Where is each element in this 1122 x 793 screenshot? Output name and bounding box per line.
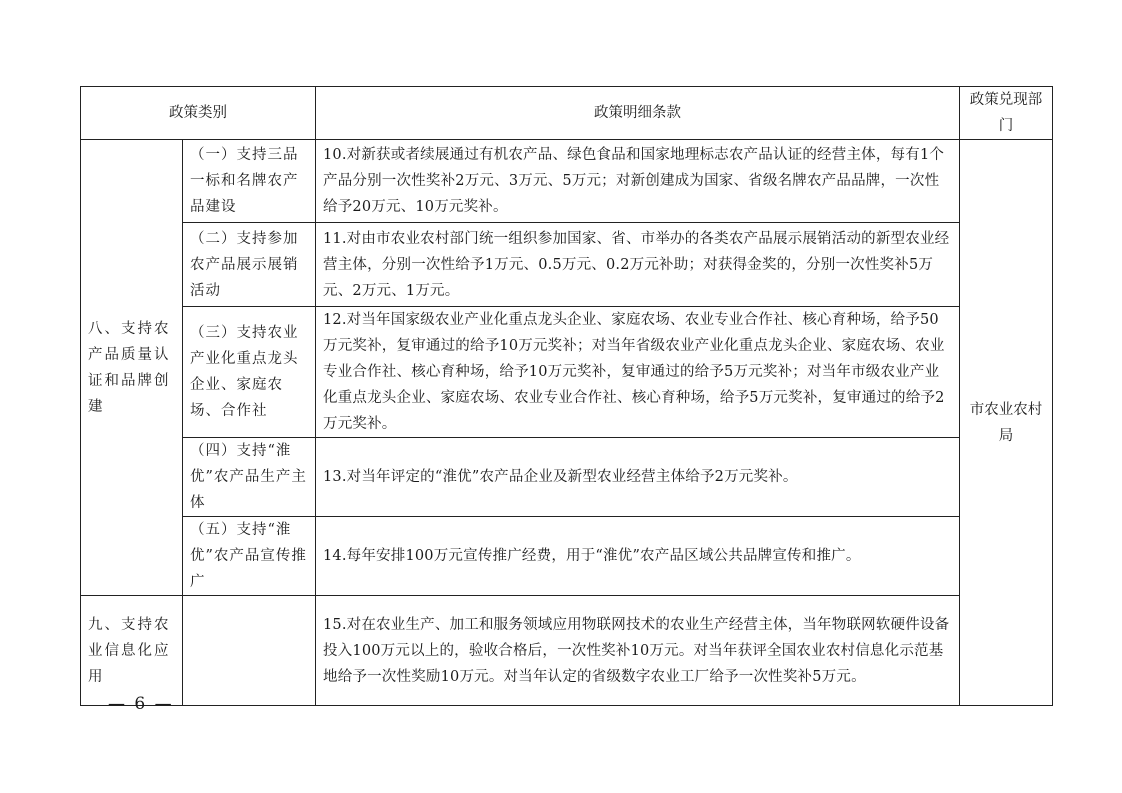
- subcategory-cell: （二）支持参加农产品展示展销活动: [183, 223, 316, 307]
- header-category: 政策类别: [81, 87, 316, 140]
- table-row: [81, 517, 1053, 596]
- detail-cell: 14.每年安排100万元宣传推广经费，用于“淮优”农产品区域公共品牌宣传和推广。: [316, 517, 960, 596]
- detail-cell: 13.对当年评定的“淮优”农产品企业及新型农业经营主体给予2万元奖补。: [316, 438, 960, 517]
- table-row: [81, 307, 1053, 438]
- subcategory-cell: （五）支持“淮优”农产品宣传推广: [183, 517, 316, 596]
- department-cell: 市农业农村局: [960, 140, 1053, 706]
- table-header-row: [81, 87, 1053, 140]
- detail-cell: 12.对当年国家级农业产业化重点龙头企业、家庭农场、农业专业合作社、核心育种场，给予50万元奖补，复审通过的给予10万元奖补；对当年省级农业产业化重点龙头企业、家庭农场、农业专业合作社、核心育种场，给予10万元奖补，复审通过的给予5万元奖补；对当年市级农业产业化重点龙头企业、家庭农场、农业专业合作社、核心育种场，给予5万元奖补，复审通过的给予2万元奖补。: [316, 307, 960, 438]
- table-row: [81, 223, 1053, 307]
- subcategory-cell: [183, 596, 316, 706]
- header-department: 政策兑现部门: [960, 87, 1053, 140]
- table-row: [81, 140, 1053, 223]
- detail-cell: 10.对新获或者续展通过有机农产品、绿色食品和国家地理标志农产品认证的经营主体，每有1个产品分别一次性奖补2万元、3万元、5万元；对新创建成为国家、省级名牌农产品品牌，一次性给予20万元、10万元奖补。: [316, 140, 960, 223]
- policy-table: [80, 86, 1053, 706]
- subcategory-cell: （一）支持三品一标和名牌农产品建设: [183, 140, 316, 223]
- category-cell: 九、支持农业信息化应用: [81, 596, 183, 706]
- page-number: — 6 —: [108, 694, 174, 714]
- table-row: [81, 438, 1053, 517]
- category-cell: 八、支持农产品质量认证和品牌创建: [81, 140, 183, 596]
- header-detail: 政策明细条款: [316, 87, 960, 140]
- subcategory-cell: （三）支持农业产业化重点龙头企业、家庭农场、合作社: [183, 307, 316, 438]
- subcategory-cell: （四）支持“淮优”农产品生产主体: [183, 438, 316, 517]
- table-row: [81, 596, 1053, 706]
- detail-cell: 11.对由市农业农村部门统一组织参加国家、省、市举办的各类农产品展示展销活动的新型农业经营主体，分别一次性给予1万元、0.5万元、0.2万元补助；对获得金奖的，分别一次性奖补5万元、2万元、1万元。: [316, 223, 960, 307]
- detail-cell: 15.对在农业生产、加工和服务领域应用物联网技术的农业生产经营主体，当年物联网软硬件设备投入100万元以上的，验收合格后，一次性奖补10万元。对当年获评全国农业农村信息化示范基地给予一次性奖励10万元。对当年认定的省级数字农业工厂给予一次性奖补5万元。: [316, 596, 960, 706]
